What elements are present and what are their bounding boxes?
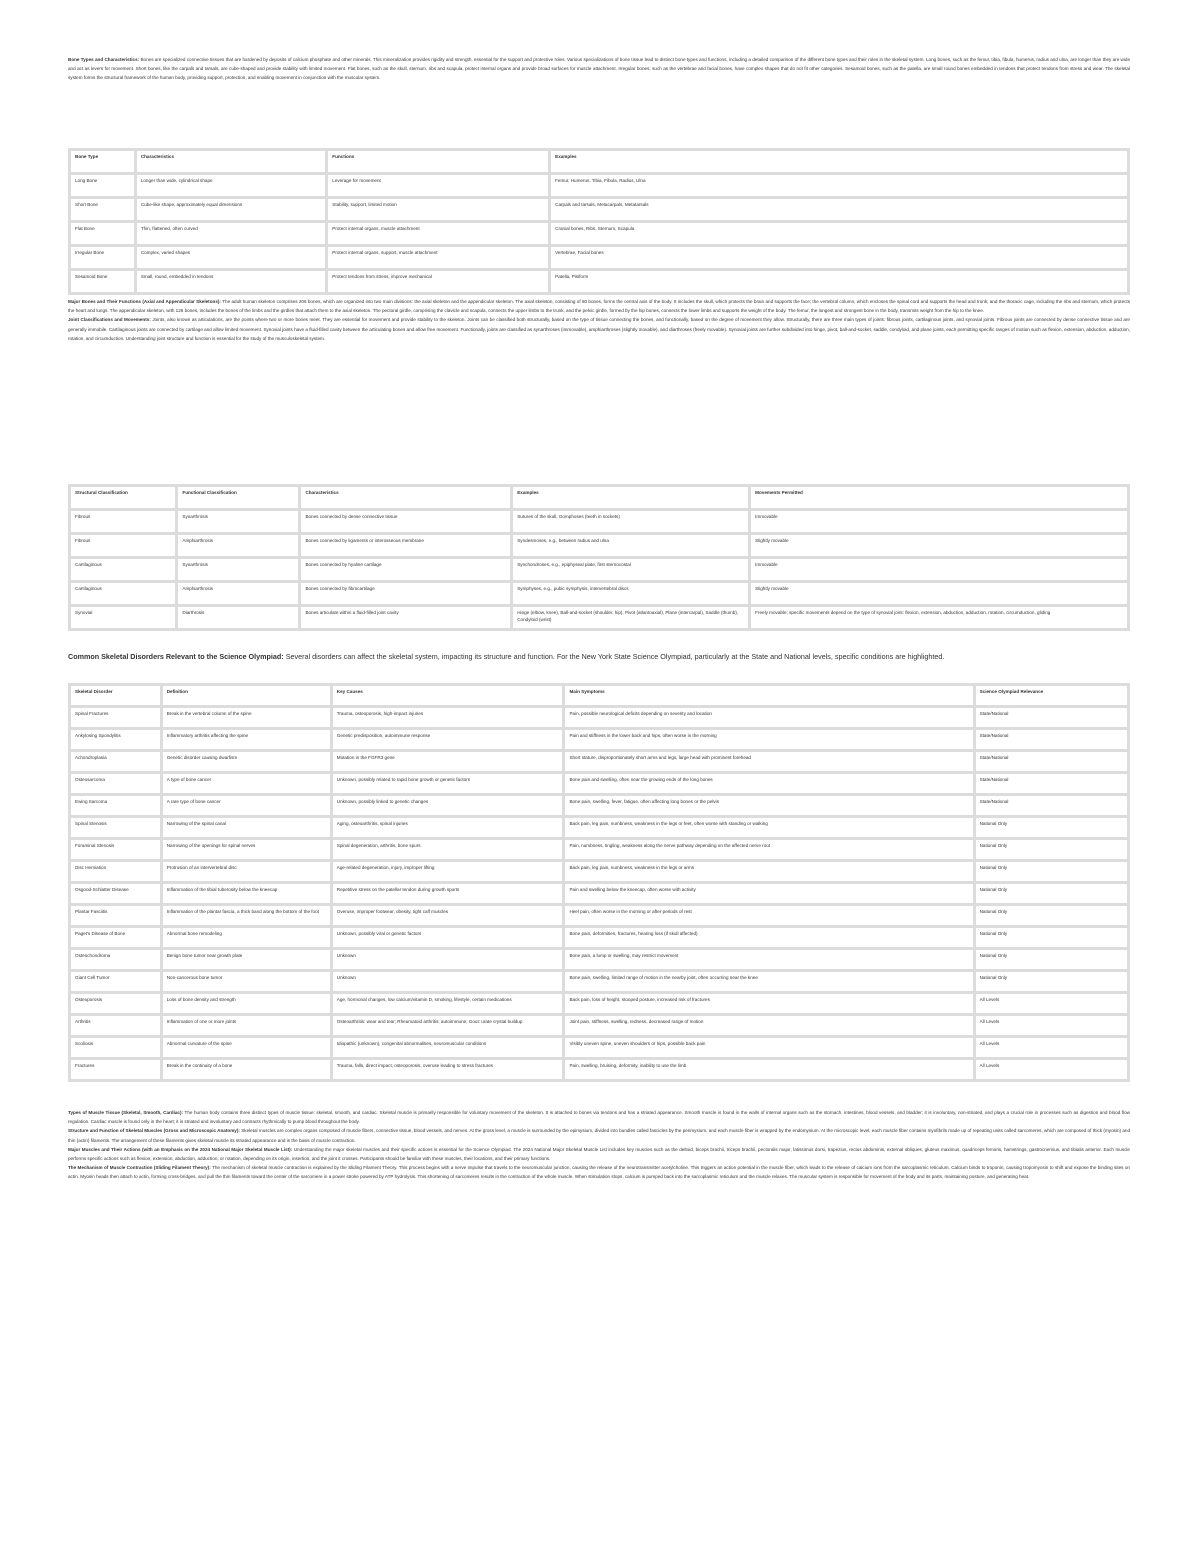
column-header: Science Olympiad Relevance — [976, 686, 1127, 705]
table-cell: Flat Bone — [71, 223, 134, 244]
table-cell: Amphiarthrosis — [178, 535, 298, 556]
table-cell: Non-cancerous bone tumor — [163, 972, 330, 991]
table-row — [71, 752, 1127, 771]
table-cell: Inflammatory arthritis affecting the spine — [163, 730, 330, 749]
table-cell: Long Bone — [71, 175, 134, 196]
table-cell: Osteochondroma — [71, 950, 160, 969]
table-cell: Inflammation of the plantar fascia, a thick band along the bottom of the foot — [163, 906, 330, 925]
table-cell: All Levels — [976, 1038, 1127, 1057]
intro-text: Bones are specialized connective tissues that are hardened by deposits of calcium phosphate and other minerals. This mineralization provides rigidity and strength, essential for the support and protective roles. Various specializations of bone tissue lead to distinct bone types and functions, including a detailed comparison of the different bone types and their roles in the skeletal system. Long bones, such as the femur, tibia, fibula, humerus, radius and ulna, are longer than they are wide and act as levers for movement. Short bones, like the carpals and tarsals, are cube-shaped and provide stability with limited movement. Flat bones, such as the skull, sternum, ribs and scapula, protect internal organs and provide broad surfaces for muscle attachment. Irregular bones, such as the vertebrae and facial bones, have complex shapes that do not fit other categories. Sesamoid bones, such as the patella, are small round bones embedded in tendons that protect tendons from stress and wear. The skeletal system forms the structural framework of the human body, providing support, protection, and enabling movement in conjunction with the muscular system. — [68, 57, 1130, 81]
table-cell: National Only — [976, 840, 1127, 859]
table-cell: State/National — [976, 730, 1127, 749]
table-cell: Protect tendons from stress, improve mechanical — [328, 271, 548, 292]
table-cell: Synovial — [71, 607, 175, 628]
table-cell: Narrowing of the spinal canal — [163, 818, 330, 837]
table-row — [71, 583, 1127, 604]
table-cell: Idiopathic (unknown), congenital abnormalities, neuromuscular conditions — [333, 1038, 563, 1057]
joint-classifications-title: Joint Classifications and Movements: — [68, 317, 151, 323]
table-header-row — [71, 686, 1127, 705]
disorders-heading — [68, 652, 944, 662]
table-row — [71, 559, 1127, 580]
major-bones-paragraph — [68, 297, 1130, 315]
table-cell: Bones connected by fibrocartilage — [301, 583, 510, 604]
table-row — [71, 950, 1127, 969]
table-cell: Age, hormonal changes, low calcium/vitamin D, smoking, lifestyle, certain medications — [333, 994, 563, 1013]
joints-section — [68, 297, 1130, 343]
table-header-row — [71, 487, 1127, 508]
muscle-structure-paragraph — [68, 1126, 1130, 1144]
table-cell: Joint pain, stiffness, swelling, redness, decreased range of motion — [565, 1016, 972, 1035]
table-cell: All Levels — [976, 1016, 1127, 1035]
table-cell: Cube-like shape, approximately equal dimensions — [137, 199, 325, 220]
table-cell: Femur, Humerus, Tibia, Fibula, Radius, Ulna — [551, 175, 1127, 196]
disorders-table-wrapper — [68, 683, 1130, 1082]
table-row — [71, 247, 1127, 268]
table-row — [71, 972, 1127, 991]
table-cell: Plantar Fasciitis — [71, 906, 160, 925]
table-row — [71, 840, 1127, 859]
table-cell: State/National — [976, 752, 1127, 771]
table-row — [71, 535, 1127, 556]
table-cell: Carpals and tarsals, Metacarpals, Metatarsals — [551, 199, 1127, 220]
table-cell: Spinal Stenosis — [71, 818, 160, 837]
table-cell: Spinal degeneration, arthritis, bone spurs — [333, 840, 563, 859]
column-header: Movements Permitted — [751, 487, 1127, 508]
table-cell: A type of bone cancer — [163, 774, 330, 793]
table-cell: Slightly movable — [751, 583, 1127, 604]
intro-title: Bone Types and Characteristics: — [68, 57, 140, 62]
muscle-structure-text: Skeletal muscles are complex organs composed of muscle fibers, connective tissue, blood vessels, and nerves. At the gross level, a muscle is surrounded by the epimysium, divided into bundles called fascicles by the perimysium, and each muscle fiber is wrapped by the endomysium. At the microscopic level, each muscle fiber contains myofibrils made up of repeating units called sarcomeres, which are composed of thick (myosin) and thin (actin) filaments. The arrangement of these filaments gives skeletal muscle its striated appearance and is the basis of muscle contraction. — [68, 1128, 1130, 1143]
table-row — [71, 223, 1127, 244]
table-cell: Unknown, possibly related to rapid bone growth or genetic factors — [333, 774, 563, 793]
table-cell: Narrowing of the openings for spinal nerves — [163, 840, 330, 859]
table-cell: Short stature, disproportionately short arms and legs, large head with prominent forehead — [565, 752, 972, 771]
skeletal-disorders-table — [68, 683, 1130, 1082]
table-cell: Slightly movable — [751, 535, 1127, 556]
table-cell: Leverage for movement — [328, 175, 548, 196]
table-cell: Osteosarcoma — [71, 774, 160, 793]
table-cell: Patella, Pisiform — [551, 271, 1127, 292]
table-cell: Bone pain, swelling, limited range of motion in the nearby joint, often occurring near the knee — [565, 972, 972, 991]
table-cell: Unknown — [333, 972, 563, 991]
column-header: Main Symptoms — [565, 686, 972, 705]
table-cell: Cartilaginous — [71, 583, 175, 604]
table-cell: Unknown — [333, 950, 563, 969]
joint-table-wrapper — [68, 484, 1130, 631]
table-row — [71, 796, 1127, 815]
table-cell: Disc Herniation — [71, 862, 160, 881]
table-cell: All Levels — [976, 994, 1127, 1013]
column-header: Characteristics — [137, 151, 325, 172]
table-cell: Protect internal organs, support, muscle attachment — [328, 247, 548, 268]
table-cell: Paget's Disease of Bone — [71, 928, 160, 947]
table-cell: National Only — [976, 862, 1127, 881]
table-cell: Repetitive stress on the patellar tendon during growth spurts — [333, 884, 563, 903]
table-row — [71, 730, 1127, 749]
table-row — [71, 271, 1127, 292]
major-muscles-title: Major Muscles and Their Actions (with an Emphasis on the 2024 National Major Skeletal Muscle List): — [68, 1146, 293, 1152]
table-cell: Sutures of the skull, Gomphoses (teeth in sockets) — [513, 511, 748, 532]
table-cell: Foraminal Stenosis — [71, 840, 160, 859]
table-cell: Aging, osteoarthritis, spinal injuries — [333, 818, 563, 837]
table-cell: Bones connected by dense connective tissue — [301, 511, 510, 532]
table-cell: Back pain, leg pain, numbness, weakness in the legs or arms — [565, 862, 972, 881]
table-cell: Trauma, falls, direct impact, osteoporosis, overuse leading to stress fractures — [333, 1060, 563, 1079]
intro-paragraph — [68, 55, 1130, 83]
table-cell: Bones connected by ligaments or interosseous membrane — [301, 535, 510, 556]
column-header: Functions — [328, 151, 548, 172]
table-cell: Genetic disorder causing dwarfism — [163, 752, 330, 771]
table-cell: Age-related degeneration, injury, improper lifting — [333, 862, 563, 881]
table-cell: Overuse, improper footwear, obesity, tight calf muscles — [333, 906, 563, 925]
table-row — [71, 884, 1127, 903]
table-cell: All Levels — [976, 1060, 1127, 1079]
table-cell: Irregular Bone — [71, 247, 134, 268]
table-header-row — [71, 151, 1127, 172]
table-row — [71, 774, 1127, 793]
table-cell: Break in the continuity of a bone — [163, 1060, 330, 1079]
column-header: Bone Type — [71, 151, 134, 172]
table-cell: Heel pain, often worse in the morning or after periods of rest — [565, 906, 972, 925]
bone-types-table — [68, 148, 1130, 295]
table-cell: Pain, possible neurological deficits depending on severity and location — [565, 708, 972, 727]
table-cell: Benign bone tumor near growth plate — [163, 950, 330, 969]
muscle-contraction-title: The Mechanism of Muscle Contraction (Sliding Filament Theory): — [68, 1165, 211, 1171]
table-cell: Giant Cell Tumor — [71, 972, 160, 991]
joint-classifications-paragraph — [68, 315, 1130, 343]
table-cell: Break in the vertebral column of the spine — [163, 708, 330, 727]
table-row — [71, 818, 1127, 837]
column-header: Skeletal Disorder — [71, 686, 160, 705]
table-cell: Pain, swelling, bruising, deformity, inability to use the limb — [565, 1060, 972, 1079]
disorders-heading-text: Several disorders can affect the skeletal system, impacting its structure and function. For the New York State Science Olympiad, particularly at the State and National levels, specific conditions are highlighted. — [285, 652, 945, 661]
table-cell: Cranial bones, Ribs, Sternum, Scapula — [551, 223, 1127, 244]
table-cell: Bone pain, a lump or swelling, may restrict movement — [565, 950, 972, 969]
column-header: Definition — [163, 686, 330, 705]
table-cell: Visibly uneven spine, uneven shoulders or hips, possible back pain — [565, 1038, 972, 1057]
table-row — [71, 862, 1127, 881]
table-cell: Syndesmoses, e.g., between radius and ulna — [513, 535, 748, 556]
table-row — [71, 199, 1127, 220]
table-cell: Fibrous — [71, 511, 175, 532]
table-cell: Synarthrosis — [178, 559, 298, 580]
table-row — [71, 1038, 1127, 1057]
table-cell: Mutation in the FGFR3 gene — [333, 752, 563, 771]
table-cell: Unknown, possibly viral or genetic factors — [333, 928, 563, 947]
table-cell: Sesamoid Bone — [71, 271, 134, 292]
table-cell: Bone pain, deformities, fractures, hearing loss (if skull affected) — [565, 928, 972, 947]
muscles-section — [68, 1108, 1130, 1182]
table-cell: Back pain, loss of height, stooped posture, increased risk of fractures — [565, 994, 972, 1013]
table-cell: Abnormal bone remodeling — [163, 928, 330, 947]
table-cell: Thin, flattened, often curved — [137, 223, 325, 244]
table-cell: Pain and stiffness in the lower back and hips, often worse in the morning — [565, 730, 972, 749]
disorders-heading-title: Common Skeletal Disorders Relevant to the Science Olympiad: — [68, 652, 284, 661]
table-cell: Fibrous — [71, 535, 175, 556]
table-cell: Protect internal organs, muscle attachment — [328, 223, 548, 244]
table-cell: National Only — [976, 928, 1127, 947]
table-cell: Stability, support, limited motion — [328, 199, 548, 220]
table-cell: Bone pain, swelling, fever, fatigue, often affecting long bones or the pelvis — [565, 796, 972, 815]
table-cell: Immovable — [751, 511, 1127, 532]
table-cell: Small, round, embedded in tendons — [137, 271, 325, 292]
table-cell: Amphiarthrosis — [178, 583, 298, 604]
table-row — [71, 1016, 1127, 1035]
table-row — [71, 708, 1127, 727]
table-cell: Vertebrae, Facial bones — [551, 247, 1127, 268]
table-cell: Diarthrosis — [178, 607, 298, 628]
table-cell: State/National — [976, 708, 1127, 727]
table-cell: Ankylosing Spondylitis — [71, 730, 160, 749]
table-row — [71, 994, 1127, 1013]
table-cell: National Only — [976, 818, 1127, 837]
table-row — [71, 928, 1127, 947]
table-cell: National Only — [976, 884, 1127, 903]
table-cell: Pain and swelling below the kneecap, often worse with activity — [565, 884, 972, 903]
table-cell: Bone pain and swelling, often near the growing ends of the long bones — [565, 774, 972, 793]
muscle-types-title: Types of Muscle Tissue (Skeletal, Smooth, Cardiac): — [68, 1110, 184, 1115]
table-cell: Genetic predisposition, autoimmune response — [333, 730, 563, 749]
table-cell: Inflammation of one or more joints — [163, 1016, 330, 1035]
column-header: Functional Classification — [178, 487, 298, 508]
table-cell: Longer than wide, cylindrical shape — [137, 175, 325, 196]
table-cell: National Only — [976, 972, 1127, 991]
table-cell: Protrusion of an intervertebral disc — [163, 862, 330, 881]
bone-types-table-wrapper — [68, 148, 1130, 295]
table-cell: Osteoporosis — [71, 994, 160, 1013]
table-cell: State/National — [976, 796, 1127, 815]
table-cell: Symphyses, e.g., pubic symphysis, intervertebral discs — [513, 583, 748, 604]
table-cell: Back pain, leg pain, numbness, weakness in the legs or feet, often worse with standing or walking — [565, 818, 972, 837]
table-cell: Osgood-Schlatter Disease — [71, 884, 160, 903]
table-cell: Short Bone — [71, 199, 134, 220]
table-cell: Synchondroses, e.g., epiphyseal plate, first sternocostal — [513, 559, 748, 580]
table-cell: Abnormal curvature of the spine — [163, 1038, 330, 1057]
table-cell: Bones connected by hyaline cartilage — [301, 559, 510, 580]
table-cell: Bones articulate within a fluid-filled joint cavity — [301, 607, 510, 628]
muscle-contraction-paragraph — [68, 1163, 1130, 1181]
intro-section — [68, 55, 1130, 83]
table-cell: Unknown, possibly linked to genetic changes — [333, 796, 563, 815]
table-cell: Complex, varied shapes — [137, 247, 325, 268]
joint-classifications-text: Joints, also known as articulations, are the points where two or more bones meet. They are essential for movement and provide stability to the skeleton. Joints can be classified both structurally, based on the type of tissue connecting the bones, and functionally, based on the degree of movement they allow. Structurally, there are three main types of joints: fibrous joints, cartilaginous joints, and synovial joints. Fibrous joints are connected by dense connective tissue and are generally immobile. Cartilaginous joints are connected by cartilage and allow limited movement. Synovial joints have a fluid-filled cavity between the articulating bones and allow free movement. Functionally, joints are classified as synarthroses (immovable), amphiarthroses (slightly movable), and diarthroses (freely movable). Synovial joints are further subdivided into hinge, pivot, ball-and-socket, saddle, condyloid, and plane joints, each permitting specific ranges of motion such as flexion, extension, abduction, adduction, rotation, and circumduction. Understanding joint structure and function is essential for the study of the musculoskeletal system. — [68, 317, 1130, 341]
table-cell: State/National — [976, 774, 1127, 793]
muscle-types-paragraph — [68, 1108, 1130, 1126]
column-header: Examples — [513, 487, 748, 508]
table-cell: Immovable — [751, 559, 1127, 580]
column-header: Characteristics — [301, 487, 510, 508]
muscle-structure-title: Structure and Function of Skeletal Muscles (Gross and Microscopic Anatomy): — [68, 1128, 240, 1134]
table-cell: A rare type of bone cancer — [163, 796, 330, 815]
table-cell: Loss of bone density and strength — [163, 994, 330, 1013]
table-cell: Scoliosis — [71, 1038, 160, 1057]
column-header: Structural Classification — [71, 487, 175, 508]
table-cell: Ewing Sarcoma — [71, 796, 160, 815]
table-cell: Arthritis — [71, 1016, 160, 1035]
column-header: Examples — [551, 151, 1127, 172]
table-row — [71, 511, 1127, 532]
table-cell: Osteoarthritis: wear and tear; Rheumatoid arthritis: autoimmune; Gout: urate crystal buildup — [333, 1016, 563, 1035]
table-cell: Pain, numbness, tingling, weakness along the nerve pathway depending on the affected nerve root — [565, 840, 972, 859]
table-cell: Freely movable; specific movements depend on the type of synovial joint: flexion, extension, abduction, adduction, rotation, circumduction, gliding — [751, 607, 1127, 628]
table-cell: Spinal Fractures — [71, 708, 160, 727]
major-bones-title: Major Bones and Their Functions (Axial and Appendicular Skeletons): — [68, 299, 221, 304]
table-row — [71, 906, 1127, 925]
table-cell: Synarthrosis — [178, 511, 298, 532]
table-cell: Fractures — [71, 1060, 160, 1079]
table-cell: Hinge (elbow, knee), Ball-and-socket (shoulder, hip), Pivot (atlantoaxial), Plane (intercarpal), Saddle (thumb), Condyloid (wrist) — [513, 607, 748, 628]
major-muscles-text: Understanding the major skeletal muscles and their specific actions is essential for the Science Olympiad. The 2024 National Major Skeletal Muscle List includes key muscles such as the deltoid, biceps brachii, triceps brachii, pectoralis major, latissimus dorsi, trapezius, rectus abdominis, external obliques, gluteus maximus, quadriceps femoris, hamstrings, gastrocnemius, and tibialis anterior. Each muscle performs specific actions such as flexion, extension, abduction, adduction, or rotation, depending on its origin, insertion, and the joint it crosses. Participants should be familiar with these muscles, their locations, and their primary functions. — [68, 1146, 1130, 1162]
table-row — [71, 1060, 1127, 1079]
table-row — [71, 607, 1127, 628]
table-cell: Trauma, osteoporosis, high-impact injuries — [333, 708, 563, 727]
table-cell: Achondroplasia — [71, 752, 160, 771]
muscle-contraction-text: The mechanism of skeletal muscle contraction is explained by the Sliding Filament Theory. This process begins with a nerve impulse that travels to the neuromuscular junction, causing the release of the neurotransmitter acetylcholine. This triggers an action potential in the muscle fiber, which leads to the release of calcium ions from the sarcoplasmic reticulum. Calcium binds to troponin, causing tropomyosin to shift and expose the binding sites on actin. Myosin heads then attach to actin, forming cross-bridges, and pull the thin filaments toward the center of the sarcomere in a power stroke powered by ATP hydrolysis. This shortening of sarcomeres results in the contraction of the whole muscle. When stimulation stops, calcium is pumped back into the sarcoplasmic reticulum and the muscle relaxes. The muscular system is responsible for movement of the body and its parts, maintaining posture, and generating heat. — [68, 1165, 1130, 1180]
joint-classification-table — [68, 484, 1130, 631]
table-cell: National Only — [976, 906, 1127, 925]
table-cell: Cartilaginous — [71, 559, 175, 580]
major-muscles-paragraph — [68, 1145, 1130, 1163]
muscle-types-text: The human body contains three distinct types of muscle tissue: skeletal, smooth, and cardiac. Skeletal muscle is primarily responsible for voluntary movement of the skeleton. It is attached to bones via tendons and has a striated appearance. Smooth muscle is found in the walls of internal organs such as the stomach, intestines, blood vessels, and bladder; it is involuntary, non-striated, and plays a crucial role in processes such as digestion and blood flow regulation. Cardiac muscle is found only in the heart; it is striated and involuntary and contracts rhythmically to pump blood throughout the body. — [68, 1110, 1130, 1125]
column-header: Key Causes — [333, 686, 563, 705]
table-cell: Inflammation of the tibial tuberosity below the kneecap — [163, 884, 330, 903]
table-row — [71, 175, 1127, 196]
table-cell: National Only — [976, 950, 1127, 969]
major-bones-text: The adult human skeleton comprises 206 bones, which are organized into two main divisions: the axial skeleton and the appendicular skeleton. The axial skeleton, consisting of 80 bones, forms the central axis of the body. It includes the skull, which protects the brain and supports the face; the vertebral column, which encloses the spinal cord and supports the head and trunk; and the thoracic cage, including the ribs and sternum, which protects the heart and lungs. The appendicular skeleton, with 126 bones, includes the bones of the limbs and the girdles that attach them to the axial skeleton. The pectoral girdle, comprising the clavicle and scapula, connects the upper limbs to the trunk, and the pelvic girdle, formed by the hip bones, connects the lower limbs and supports the weight of the body. The femur, the longest and strongest bone in the body, transmits weight from the hip to the knee. — [68, 299, 1131, 314]
